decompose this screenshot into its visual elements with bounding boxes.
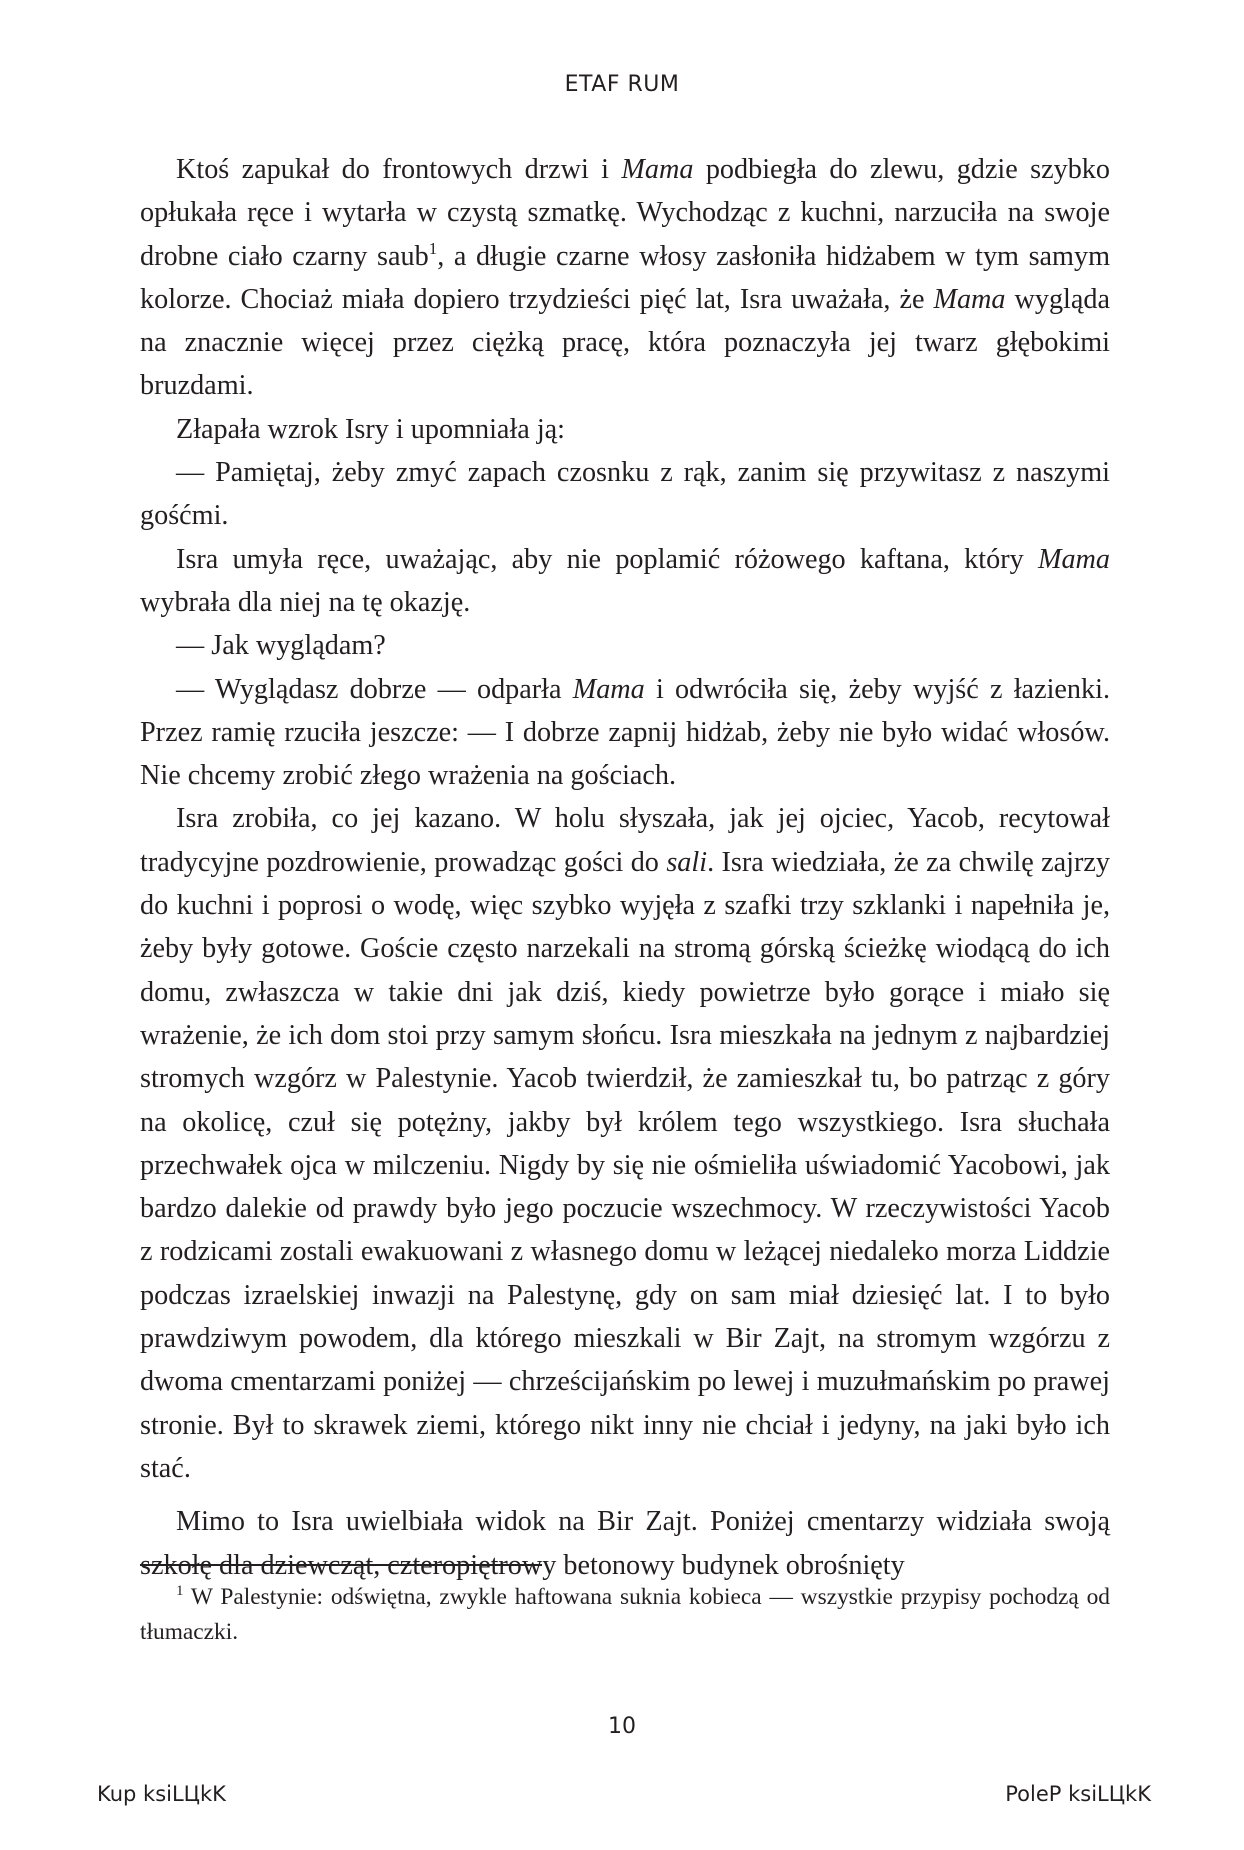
dialogue-line: — Jak wyglądam? [176,630,386,662]
footnote-divider [140,1564,542,1566]
recommend-book-link[interactable]: PoleP ksiLЦkK [1005,1782,1151,1806]
paragraph: Isra zrobiła, co jej kazano. W holu słyszała, jak jej ojciec, Yacob, recytował tradycyjne pozdrowienie, prowadząc gości do sali. Isra wiedziała, że za chwilę zajrzy do kuchni i poprosi o wodę, więc szybko wyjęła z szafki trzy szklanki i napełniła je, żeby były gotowe. Goście często narzekali na stromą górską ścieżkę wiodącą do ich domu, zwłaszcza w takie dni jak dziś, kiedy powietrze było gorące i miało się wrażenie, że ich dom stoi przy samym słońcu. Isra mieszkała na jednym z najbardziej stromych wzgórz w Palestynie. Yacob twierdził, że zamieszkał tu, bo patrząc z góry na okolicę, czuł się potężny, jakby był królem tego wszystkiego. Isra słuchała przechwałek ojca w milczeniu. Nigdy by się nie ośmieliła uświadomić Yacobowi, jak bardzo dalekie od prawdy było jego poczucie wszechmocy. W rzeczywistości Yacob z rodzicami zostali ewakuowani z własnego domu w leżącej niedaleko morza Liddzie podczas izraelskiej inwazji na Palestynę, gdy on sam miał dziesięć lat. I to było prawdziwym powodem, dla którego mieszkali w Bir Zajt, na stromym wzgórzu z dwoma cmentarzami poniżej — chrześcijańskim po lewej i muzułmańskim po prawej stronie. Był to skrawek ziemi, którego nikt inny nie chciał i jedyny, na jaki było ich stać. [140,803,1111,1484]
dialogue-line: — Wyglądasz dobrze — odparła Mama i odwróciła się, żeby wyjść z łazienki. Przez ramię rzuciła jeszcze: — I dobrze zapnij hidżab, żeby nie było widać włosów. Nie chcemy zrobić złego wrażenia na gościach. [140,673,1110,792]
running-head: ETAF RUM [564,72,680,97]
footnote-text: W Palestynie: odświętna, zwykle haftowana suknia kobieca — wszystkie przypisy pochodzą od tłumaczki. [140,1584,1110,1645]
paragraph: Ktoś zapukał do frontowych drzwi i Mama podbiegła do zlewu, gdzie szybko opłukała ręce i wytarła w czystą szmatkę. Wychodząc z kuchni, narzuciła na swoje drobne ciało czarny saub$^1$, a długie czarne włosy zasłoniła hidżabem w tym samym kolorze. Chociaż miała dopiero trzydzieści pięć lat, Isra uważała, że Mama wygląda na znacznie więcej przez ciężką pracę, która poznaczyła jej twarz głębokimi bruzdami. [140,154,1110,402]
paragraph: Złapała wzrok Isry i upomniała ją: [176,413,566,445]
page-number: 10 [608,1714,636,1739]
body-text [140,148,1110,1587]
footnote [140,1580,1110,1650]
dialogue-line: — Pamiętaj, żeby zmyć zapach czosnku z rąk, zanim się przywitasz z naszymi gośćmi. [140,457,1110,532]
paragraph: Isra umyła ręce, uważając, aby nie poplamić różowego kaftana, który Mama wybrała dla niej na tę okazję. [140,543,1110,618]
paragraph: Mimo to Isra uwielbiała widok na Bir Zajt. Poniżej cmentarzy widziała swoją szkołę dla dziewcząt, czteropiętrowy betonowy budynek obrośnięty [140,1506,1110,1581]
buy-book-link[interactable]: Kup ksiLЦkK [97,1782,226,1806]
footnote-ref[interactable]: 1 [428,238,438,258]
footnote-marker: 1 [176,1583,184,1599]
